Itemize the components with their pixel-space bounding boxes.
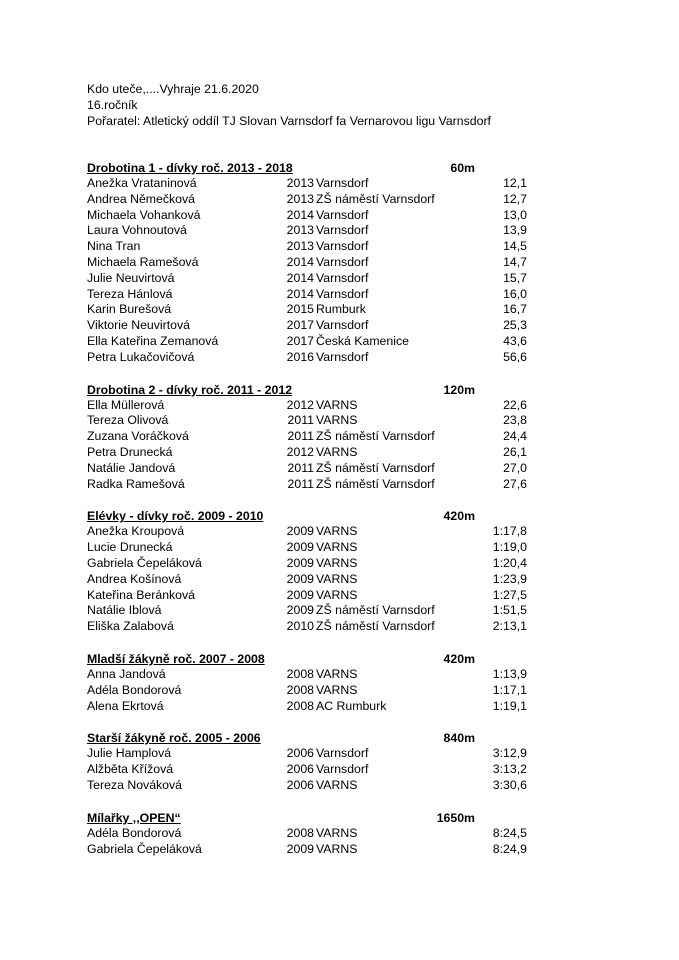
athlete-name: Julie Neuvirtová <box>87 270 175 285</box>
birth-year: 2014 <box>286 207 314 222</box>
birth-year: 2013 <box>286 191 314 206</box>
birth-year: 2006 <box>286 762 314 777</box>
result-time: 25,3 <box>503 318 527 333</box>
results-sections <box>87 160 527 873</box>
birth-year: 2013 <box>286 176 314 190</box>
result-row <box>87 208 527 224</box>
result-time: 8:24,5 <box>492 825 527 840</box>
result-time: 1:19,1 <box>492 698 527 713</box>
birth-year: 2014 <box>286 254 314 269</box>
club-name: Varnsdorf <box>316 207 369 222</box>
results-section <box>87 160 527 366</box>
result-time: 1:17,8 <box>492 524 527 539</box>
athlete-name: Gabriela Čepeláková <box>87 555 202 570</box>
athlete-name: Lucie Drunecká <box>87 540 173 555</box>
athlete-name: Michaela Ramešová <box>87 254 199 269</box>
birth-year: 2011 <box>287 429 314 444</box>
athlete-name: Alžběta Křížová <box>87 762 174 777</box>
club-name: ZŠ náměstí Varnsdorf <box>316 619 435 634</box>
birth-year: 2011 <box>287 460 314 475</box>
birth-year: 2011 <box>287 413 314 428</box>
result-row <box>87 746 527 762</box>
result-time: 1:17,1 <box>492 682 527 697</box>
result-row <box>87 271 527 287</box>
club-name: VARNS <box>316 555 358 570</box>
club-name: Varnsdorf <box>316 239 369 254</box>
birth-year: 2008 <box>286 666 314 681</box>
result-row <box>87 588 527 604</box>
results-section <box>87 508 527 635</box>
club-name: Varnsdorf <box>316 176 369 190</box>
athlete-name: Petra Drunecká <box>87 444 173 459</box>
athlete-name: Natálie Iblová <box>87 603 162 618</box>
club-name: VARNS <box>316 397 358 412</box>
category-title: Elévky - dívky roč. 2009 - 2010 <box>87 509 264 524</box>
club-name: VARNS <box>316 841 358 856</box>
result-row <box>87 350 527 366</box>
club-name: VARNS <box>316 444 358 459</box>
organizer-line: Pořaratel: Atletický oddíl TJ Slovan Varnsdorf fa Vernarovou ligu Varnsdorf <box>87 114 491 128</box>
athlete-name: Zuzana Voráčková <box>87 429 189 444</box>
result-row <box>87 842 527 858</box>
birth-year: 2012 <box>286 397 314 412</box>
section-header <box>87 810 527 826</box>
birth-year: 2008 <box>286 825 314 840</box>
result-time: 27,0 <box>503 460 527 475</box>
result-row <box>87 667 527 683</box>
athlete-name: Julie Hamplová <box>87 746 172 761</box>
club-name: VARNS <box>316 666 358 681</box>
result-row <box>87 572 527 588</box>
result-row <box>87 239 527 255</box>
result-time: 3:13,2 <box>492 762 527 777</box>
category-title: Mílařky ,,OPEN“ <box>87 810 181 825</box>
result-row <box>87 540 527 556</box>
birth-year: 2009 <box>286 571 314 586</box>
birth-year: 2006 <box>286 777 314 792</box>
athlete-name: Andrea Košínová <box>87 571 182 586</box>
result-time: 27,6 <box>503 476 527 491</box>
result-row <box>87 445 527 461</box>
club-name: AC Rumburk <box>316 698 387 713</box>
athlete-name: Adéla Bondorová <box>87 825 182 840</box>
athlete-name: Andrea Němečková <box>87 191 195 206</box>
result-row <box>87 699 527 715</box>
section-header <box>87 508 527 524</box>
edition-label: 16.ročník <box>87 98 138 112</box>
club-name: Varnsdorf <box>316 349 369 364</box>
result-time: 3:12,9 <box>492 746 527 761</box>
results-section <box>87 382 527 493</box>
club-name: ZŠ náměstí Varnsdorf <box>316 603 435 618</box>
athlete-name: Natálie Jandová <box>87 460 176 475</box>
result-row <box>87 778 527 794</box>
birth-year: 2011 <box>287 476 314 491</box>
athlete-name: Adéla Bondorová <box>87 682 182 697</box>
result-time: 1:23,9 <box>492 571 527 586</box>
athlete-name: Nina Tran <box>87 239 141 254</box>
birth-year: 2016 <box>286 349 314 364</box>
club-name: Rumburk <box>316 302 366 317</box>
race-distance: 60m <box>450 161 475 175</box>
club-name: ZŠ náměstí Varnsdorf <box>316 429 435 444</box>
result-row <box>87 255 527 271</box>
result-time: 13,0 <box>503 207 527 222</box>
result-row <box>87 176 527 192</box>
result-row <box>87 762 527 778</box>
result-row <box>87 556 527 572</box>
result-row <box>87 192 527 208</box>
club-name: Varnsdorf <box>316 762 369 777</box>
result-time: 15,7 <box>503 270 527 285</box>
result-row <box>87 334 527 350</box>
result-row <box>87 287 527 303</box>
club-name: Varnsdorf <box>316 254 369 269</box>
result-row <box>87 826 527 842</box>
result-time: 1:13,9 <box>492 666 527 681</box>
result-time: 2:13,1 <box>492 619 527 634</box>
results-section <box>87 810 527 858</box>
club-name: VARNS <box>316 587 358 602</box>
athlete-name: Michaela Vohanková <box>87 207 201 222</box>
athlete-name: Anna Jandová <box>87 666 166 681</box>
athlete-name: Kateřina Beránková <box>87 587 196 602</box>
result-row <box>87 413 527 429</box>
club-name: Varnsdorf <box>316 223 369 238</box>
athlete-name: Ella Müllerová <box>87 397 165 412</box>
club-name: VARNS <box>316 540 358 555</box>
birth-year: 2009 <box>286 524 314 539</box>
club-name: Varnsdorf <box>316 318 369 333</box>
document-header <box>87 81 491 129</box>
race-distance: 840m <box>443 731 475 746</box>
athlete-name: Viktorie Neuvirtová <box>87 318 190 333</box>
section-header <box>87 730 527 746</box>
section-header <box>87 651 527 667</box>
birth-year: 2013 <box>286 223 314 238</box>
result-row <box>87 619 527 635</box>
athlete-name: Petra Lukačovičová <box>87 349 195 364</box>
birth-year: 2009 <box>286 603 314 618</box>
athlete-name: Radka Ramešová <box>87 476 185 491</box>
section-header <box>87 382 527 398</box>
result-time: 1:20,4 <box>492 555 527 570</box>
result-time: 22,6 <box>503 397 527 412</box>
result-time: 43,6 <box>503 333 527 348</box>
club-name: Varnsdorf <box>316 270 369 285</box>
athlete-name: Tereza Nováková <box>87 777 183 792</box>
result-row <box>87 683 527 699</box>
club-name: ZŠ náměstí Varnsdorf <box>316 460 435 475</box>
athlete-name: Anežka Kroupová <box>87 524 185 539</box>
result-row <box>87 223 527 239</box>
results-section <box>87 730 527 793</box>
birth-year: 2014 <box>286 286 314 301</box>
birth-year: 2015 <box>286 302 314 317</box>
club-name: VARNS <box>316 413 358 428</box>
club-name: ZŠ náměstí Varnsdorf <box>316 191 435 206</box>
race-distance: 420m <box>443 509 475 524</box>
birth-year: 2010 <box>286 619 314 634</box>
birth-year: 2009 <box>286 540 314 555</box>
race-distance: 420m <box>443 651 475 666</box>
result-time: 26,1 <box>503 444 527 459</box>
birth-year: 2014 <box>286 270 314 285</box>
result-row <box>87 603 527 619</box>
result-time: 1:19,0 <box>492 540 527 555</box>
birth-year: 2008 <box>286 682 314 697</box>
club-name: VARNS <box>316 571 358 586</box>
birth-year: 2009 <box>286 587 314 602</box>
club-name: VARNS <box>316 777 358 792</box>
category-title: Drobotina 2 - dívky roč. 2011 - 2012 <box>87 382 293 397</box>
birth-year: 2012 <box>286 444 314 459</box>
result-time: 12,1 <box>503 176 527 190</box>
result-time: 16,0 <box>503 286 527 301</box>
results-section <box>87 651 527 714</box>
athlete-name: Gabriela Čepeláková <box>87 841 202 856</box>
birth-year: 2006 <box>286 746 314 761</box>
result-time: 14,5 <box>503 239 527 254</box>
athlete-name: Ella Kateřina Zemanová <box>87 333 219 348</box>
athlete-name: Karin Burešová <box>87 302 172 317</box>
club-name: Varnsdorf <box>316 746 369 761</box>
athlete-name: Laura Vohnoutová <box>87 223 187 238</box>
event-title: Kdo uteče,....Vyhraje 21.6.2020 <box>87 82 259 96</box>
result-time: 3:30,6 <box>492 777 527 792</box>
birth-year: 2008 <box>286 698 314 713</box>
athlete-name: Tereza Hánlová <box>87 286 173 301</box>
birth-year: 2013 <box>286 239 314 254</box>
birth-year: 2017 <box>286 333 314 348</box>
athlete-name: Anežka Vrataninová <box>87 176 197 190</box>
result-time: 1:51,5 <box>492 603 527 618</box>
result-row <box>87 429 527 445</box>
category-title: Starší žákyně roč. 2005 - 2006 <box>87 731 261 746</box>
result-row <box>87 398 527 414</box>
race-distance: 120m <box>443 382 475 397</box>
result-row <box>87 302 527 318</box>
result-time: 23,8 <box>503 413 527 428</box>
result-time: 8:24,9 <box>492 841 527 856</box>
category-title: Mladší žákyně roč. 2007 - 2008 <box>87 651 265 666</box>
category-title: Drobotina 1 - dívky roč. 2013 - 2018 <box>87 161 293 175</box>
birth-year: 2017 <box>286 318 314 333</box>
birth-year: 2009 <box>286 555 314 570</box>
result-row <box>87 318 527 334</box>
club-name: VARNS <box>316 682 358 697</box>
birth-year: 2009 <box>286 841 314 856</box>
result-time: 16,7 <box>503 302 527 317</box>
result-time: 1:27,5 <box>492 587 527 602</box>
result-time: 12,7 <box>503 191 527 206</box>
result-time: 13,9 <box>503 223 527 238</box>
race-distance: 1650m <box>436 810 475 825</box>
result-time: 24,4 <box>503 429 527 444</box>
club-name: ZŠ náměstí Varnsdorf <box>316 476 435 491</box>
section-header <box>87 160 527 176</box>
result-row <box>87 461 527 477</box>
result-time: 56,6 <box>503 349 527 364</box>
result-row <box>87 477 527 493</box>
athlete-name: Alena Ekrtová <box>87 698 164 713</box>
result-time: 14,7 <box>503 254 527 269</box>
athlete-name: Tereza Olivová <box>87 413 169 428</box>
club-name: Česká Kamenice <box>316 333 409 348</box>
athlete-name: Eliška Zalabová <box>87 619 174 634</box>
club-name: VARNS <box>316 524 358 539</box>
result-row <box>87 524 527 540</box>
club-name: Varnsdorf <box>316 286 369 301</box>
club-name: VARNS <box>316 825 358 840</box>
